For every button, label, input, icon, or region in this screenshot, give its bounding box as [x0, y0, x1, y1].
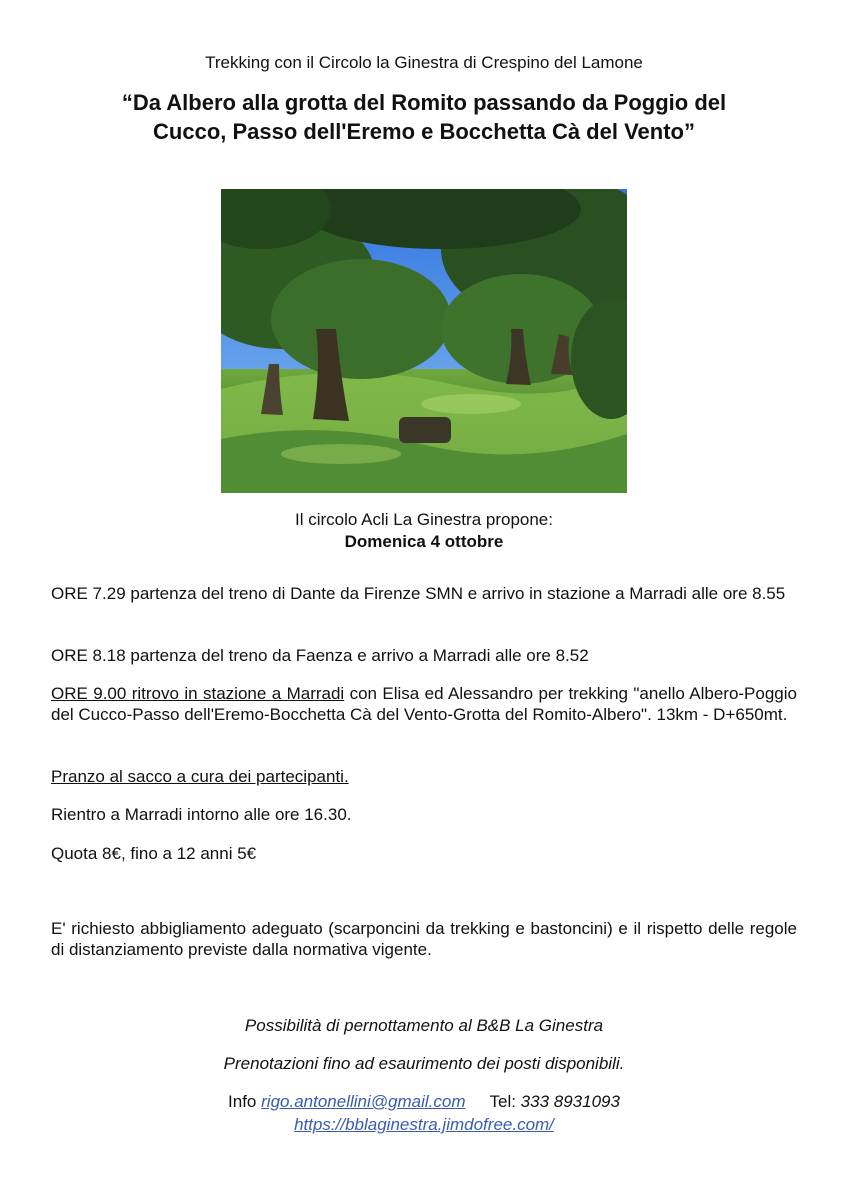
tel-label: Tel:	[489, 1092, 521, 1111]
overnight-text: Possibilità di pernottamento al B&B La Ginestra	[244, 1016, 604, 1035]
chestnut-forest-photo	[221, 189, 627, 493]
lunch-text	[51, 766, 797, 787]
info-label: Info	[228, 1092, 262, 1111]
train-faenza-text: ORE 8.18 partenza del treno da Faenza e arrivo a Marradi alle ore 8.52	[51, 646, 589, 665]
meeting-paragraph	[51, 683, 797, 725]
email-link[interactable]: rigo.antonellini@gmail.com	[261, 1092, 466, 1111]
intro-block	[0, 509, 848, 553]
lunch-label: Pranzo al sacco a cura dei partecipanti.	[51, 767, 349, 786]
requirements-text: E' richiesto abbigliamento adeguato (scarponcini da trekking e bastoncini) e il rispetto delle regole di distanziamento previste dalla normativa vigente.	[51, 919, 797, 959]
train-florence-text: ORE 7.29 partenza del treno di Dante da Firenze SMN e arrivo in stazione a Marradi alle ore 8.55	[51, 584, 786, 603]
phone-number: 333 8931093	[520, 1092, 620, 1111]
meeting-details-text: con Elisa ed Alessandro per trekking "anello Albero-Poggio del Cucco-Passo dell'Eremo-Bocchetta Cà del Vento-Grotta del Romito-Albero". 13km - D+650mt.	[51, 684, 797, 724]
fee-text: Quota 8€, fino a 12 anni 5€	[51, 844, 257, 863]
contact-line	[0, 1092, 848, 1112]
title-line-1: “Da Albero alla grotta del Romito passando da Poggio del	[121, 90, 727, 115]
return-text: Rientro a Marradi intorno alle ore 16.30.	[51, 805, 352, 824]
title-line-2: Cucco, Passo dell'Eremo e Bocchetta Cà del Vento”	[153, 119, 695, 144]
booking-text: Prenotazioni fino ad esaurimento dei posti disponibili.	[223, 1054, 625, 1073]
website-line	[0, 1115, 848, 1135]
event-date: Domenica 4 ottobre	[344, 532, 504, 551]
page-title	[40, 88, 808, 146]
meeting-time-text: ORE 9.00 ritrovo in stazione a Marradi	[51, 684, 345, 703]
proposal-text: Il circolo Acli La Ginestra propone:	[295, 510, 553, 529]
website-link[interactable]: https://bblaginestra.jimdofree.com/	[294, 1115, 554, 1134]
organizer-line: Trekking con il Circolo la Ginestra di Crespino del Lamone	[205, 53, 643, 72]
